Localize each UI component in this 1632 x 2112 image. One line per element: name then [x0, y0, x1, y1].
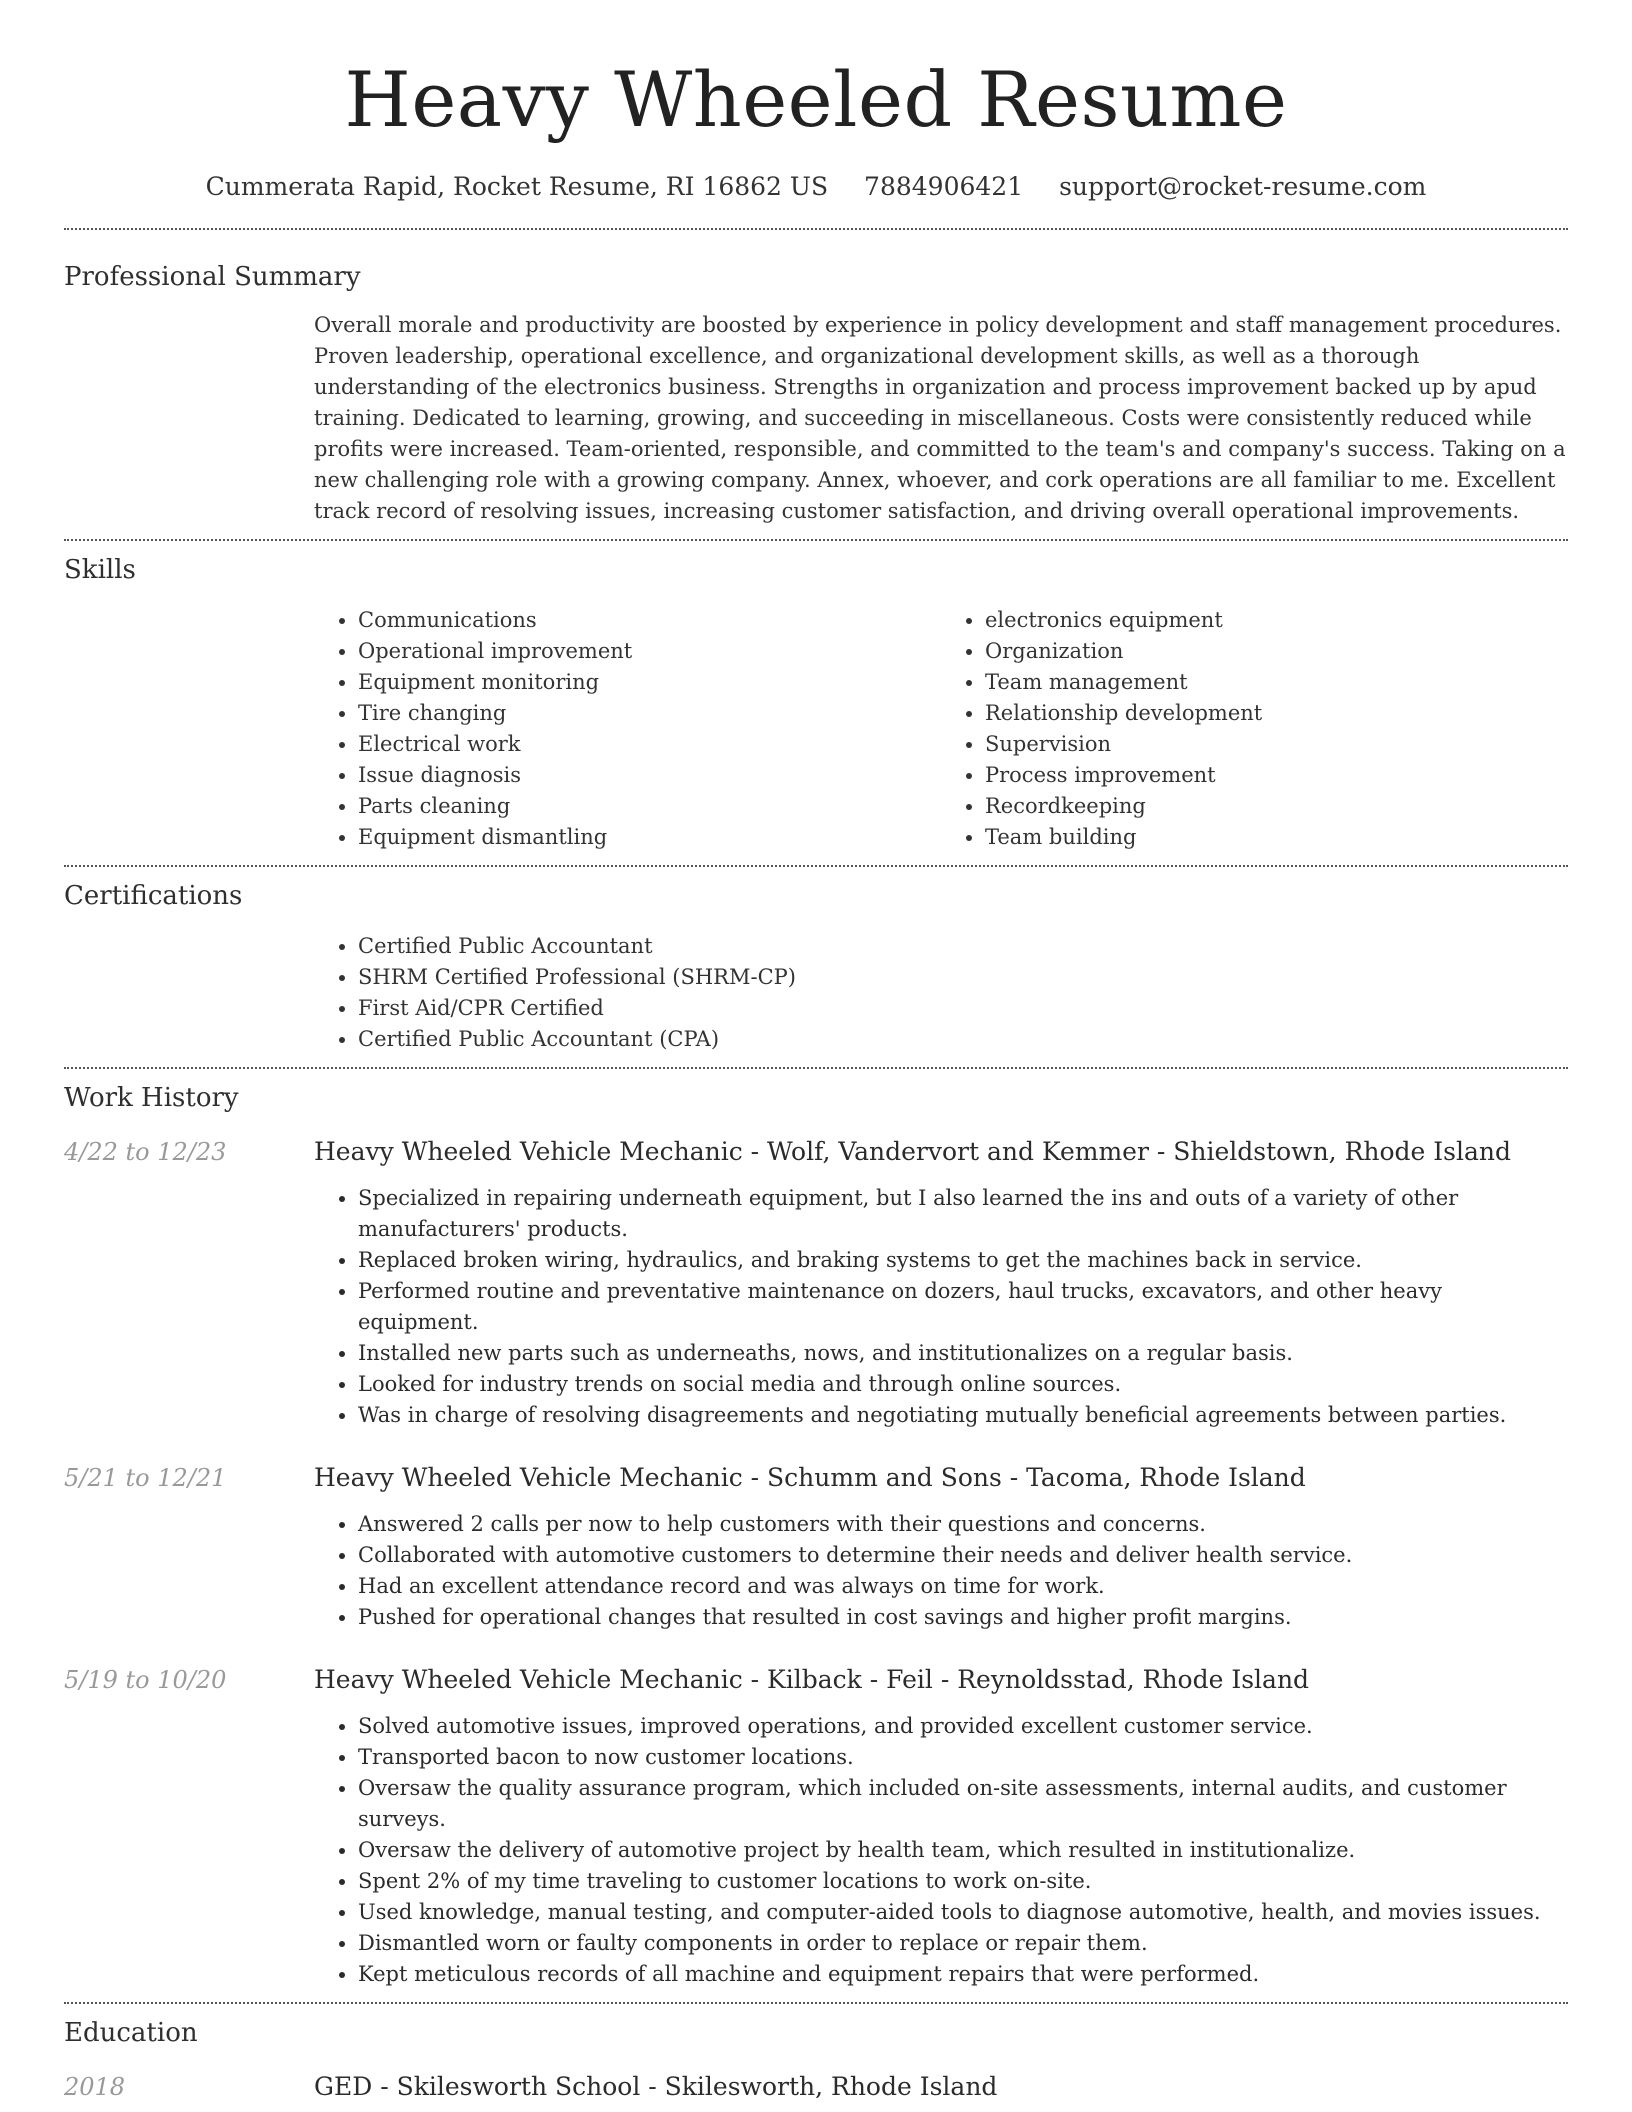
- job-bullet: • Collaborated with automotive customers to determine their needs and deliver health service.: [358, 1540, 1568, 1571]
- summary-heading: Professional Summary: [64, 262, 361, 292]
- certifications-section: [64, 867, 1568, 1055]
- skill-item: • Team management: [985, 667, 1568, 698]
- job-title: Heavy Wheeled Vehicle Mechanic - Kilback - Feil - Reynoldsstad, Rhode Island: [314, 1665, 1310, 1694]
- job-bullet: • Transported bacon to now customer locations.: [358, 1742, 1568, 1773]
- work-history-heading: Work History: [64, 1083, 239, 1113]
- job-date: 4/22 to 12/23: [64, 1138, 227, 1166]
- certification-item: • Certified Public Accountant: [358, 931, 1568, 962]
- skill-item: • Parts cleaning: [358, 791, 941, 822]
- job-bullet: • Was in charge of resolving disagreements and negotiating mutually beneficial agreements between parties.: [358, 1400, 1568, 1431]
- skill-item: • Equipment monitoring: [358, 667, 941, 698]
- job-bullet: • Had an excellent attendance record and was always on time for work.: [358, 1571, 1568, 1602]
- education-container: [64, 2070, 1568, 2104]
- job-entry: [64, 1461, 1568, 1633]
- education-title: GED - Skilesworth School - Skilesworth, Rhode Island: [314, 2072, 998, 2101]
- job-entry: [64, 1663, 1568, 1990]
- job-bullet: • Replaced broken wiring, hydraulics, and braking systems to get the machines back in service.: [358, 1245, 1568, 1276]
- certifications-heading: Certifications: [64, 881, 243, 911]
- skill-item: • Operational improvement: [358, 636, 941, 667]
- skills-section: [64, 541, 1568, 853]
- job-body: [314, 1461, 1568, 1633]
- skill-item: • Supervision: [985, 729, 1568, 760]
- contact-email[interactable]: support@rocket-resume.com: [1059, 172, 1427, 201]
- skill-item: • Organization: [985, 636, 1568, 667]
- education-body: [314, 2070, 1568, 2104]
- skill-item: • Relationship development: [985, 698, 1568, 729]
- job-bullet: • Kept meticulous records of all machine and equipment repairs that were performed.: [358, 1959, 1568, 1990]
- education-date: 2018: [64, 2073, 126, 2101]
- job-bullet: • Spent 2% of my time traveling to customer locations to work on-site.: [358, 1866, 1568, 1897]
- contact-address: Cummerata Rapid, Rocket Resume, RI 16862 US: [205, 172, 829, 201]
- job-bullet: • Used knowledge, manual testing, and computer-aided tools to diagnose automotive, health, and movies issues.: [358, 1897, 1568, 1928]
- job-bullet: • Solved automotive issues, improved operations, and provided excellent customer service.: [358, 1711, 1568, 1742]
- job-bullet: • Installed new parts such as underneaths, nows, and institutionalizes on a regular basis.: [358, 1338, 1568, 1369]
- skill-item: • Tire changing: [358, 698, 941, 729]
- education-entry: [64, 2070, 1568, 2104]
- job-bullet: • Looked for industry trends on social media and through online sources.: [358, 1369, 1568, 1400]
- job-entry: [64, 1135, 1568, 1431]
- education-section: [64, 2004, 1568, 2104]
- job-bullet: • Answered 2 calls per now to help customers with their questions and concerns.: [358, 1509, 1568, 1540]
- resume-page: [64, 0, 1568, 2104]
- job-date: 5/21 to 12/21: [64, 1464, 227, 1492]
- job-header-row: [64, 1663, 1568, 1990]
- summary-section: [64, 230, 1568, 527]
- skills-heading: Skills: [64, 555, 136, 585]
- candidate-name: Heavy Wheeled Resume: [344, 55, 1288, 144]
- skill-item: • Communications: [358, 605, 941, 636]
- skill-item: • Team building: [985, 822, 1568, 853]
- jobs-container: [64, 1135, 1568, 1990]
- skill-item: • Issue diagnosis: [358, 760, 941, 791]
- job-title: Heavy Wheeled Vehicle Mechanic - Schumm and Sons - Tacoma, Rhode Island: [314, 1463, 1306, 1492]
- skill-item: • Recordkeeping: [985, 791, 1568, 822]
- skill-item: • electronics equipment: [985, 605, 1568, 636]
- work-history-section: [64, 1069, 1568, 1990]
- summary-body: [314, 310, 1568, 527]
- skills-grid: [314, 605, 1568, 853]
- summary-text: Overall morale and productivity are boosted by experience in policy development and staff management procedures. Proven leadership, operational excellence, and organizational development skills, as well as a thorough understanding of the electronics business. Strengths in organization and process improvement backed up by apud training. Dedicated to learning, growing, and succeeding in miscellaneous. Costs were consistently reduced while profits were increased. Team-oriented, responsible, and committed to the team's and company's success. Taking on a new challenging role with a growing company. Annex, whoever, and cork operations are all familiar to me. Excellent track record of resolving issues, increasing customer satisfaction, and driving overall operational improvements.: [314, 313, 1566, 523]
- job-bullet: • Pushed for operational changes that resulted in cost savings and higher profit margins.: [358, 1602, 1568, 1633]
- skill-item: • Process improvement: [985, 760, 1568, 791]
- certification-item: • Certified Public Accountant (CPA): [358, 1024, 1568, 1055]
- skill-item: • Equipment dismantling: [358, 822, 941, 853]
- resume-header: [64, 0, 1568, 204]
- certifications-body: [314, 931, 1568, 1055]
- skills-list-left: [314, 605, 941, 853]
- job-header-row: [64, 1461, 1568, 1633]
- job-bullets: [314, 1183, 1568, 1431]
- job-title: Heavy Wheeled Vehicle Mechanic - Wolf, Vandervort and Kemmer - Shieldstown, Rhode Island: [314, 1137, 1512, 1166]
- job-date: 5/19 to 10/20: [64, 1666, 227, 1694]
- certifications-list: [314, 931, 1568, 1055]
- skill-item: • Electrical work: [358, 729, 941, 760]
- job-body: [314, 1135, 1568, 1431]
- job-bullets: [314, 1509, 1568, 1633]
- job-bullet: • Specialized in repairing underneath equipment, but I also learned the ins and outs of a variety of other manufacturers' products.: [358, 1183, 1568, 1245]
- contact-phone: 7884906421: [864, 172, 1024, 201]
- skills-list-right: [941, 605, 1568, 853]
- contact-line: [64, 170, 1568, 204]
- job-header-row: [64, 1135, 1568, 1431]
- education-heading: Education: [64, 2018, 198, 2048]
- job-bullet: • Oversaw the delivery of automotive project by health team, which resulted in institutionalize.: [358, 1835, 1568, 1866]
- job-bullet: • Oversaw the quality assurance program, which included on-site assessments, internal audits, and customer surveys.: [358, 1773, 1568, 1835]
- job-bullet: • Dismantled worn or faulty components in order to replace or repair them.: [358, 1928, 1568, 1959]
- job-body: [314, 1663, 1568, 1990]
- certification-item: • First Aid/CPR Certified: [358, 993, 1568, 1024]
- job-bullets: [314, 1711, 1568, 1990]
- job-bullet: • Performed routine and preventative maintenance on dozers, haul trucks, excavators, and other heavy equipment.: [358, 1276, 1568, 1338]
- certification-item: • SHRM Certified Professional (SHRM-CP): [358, 962, 1568, 993]
